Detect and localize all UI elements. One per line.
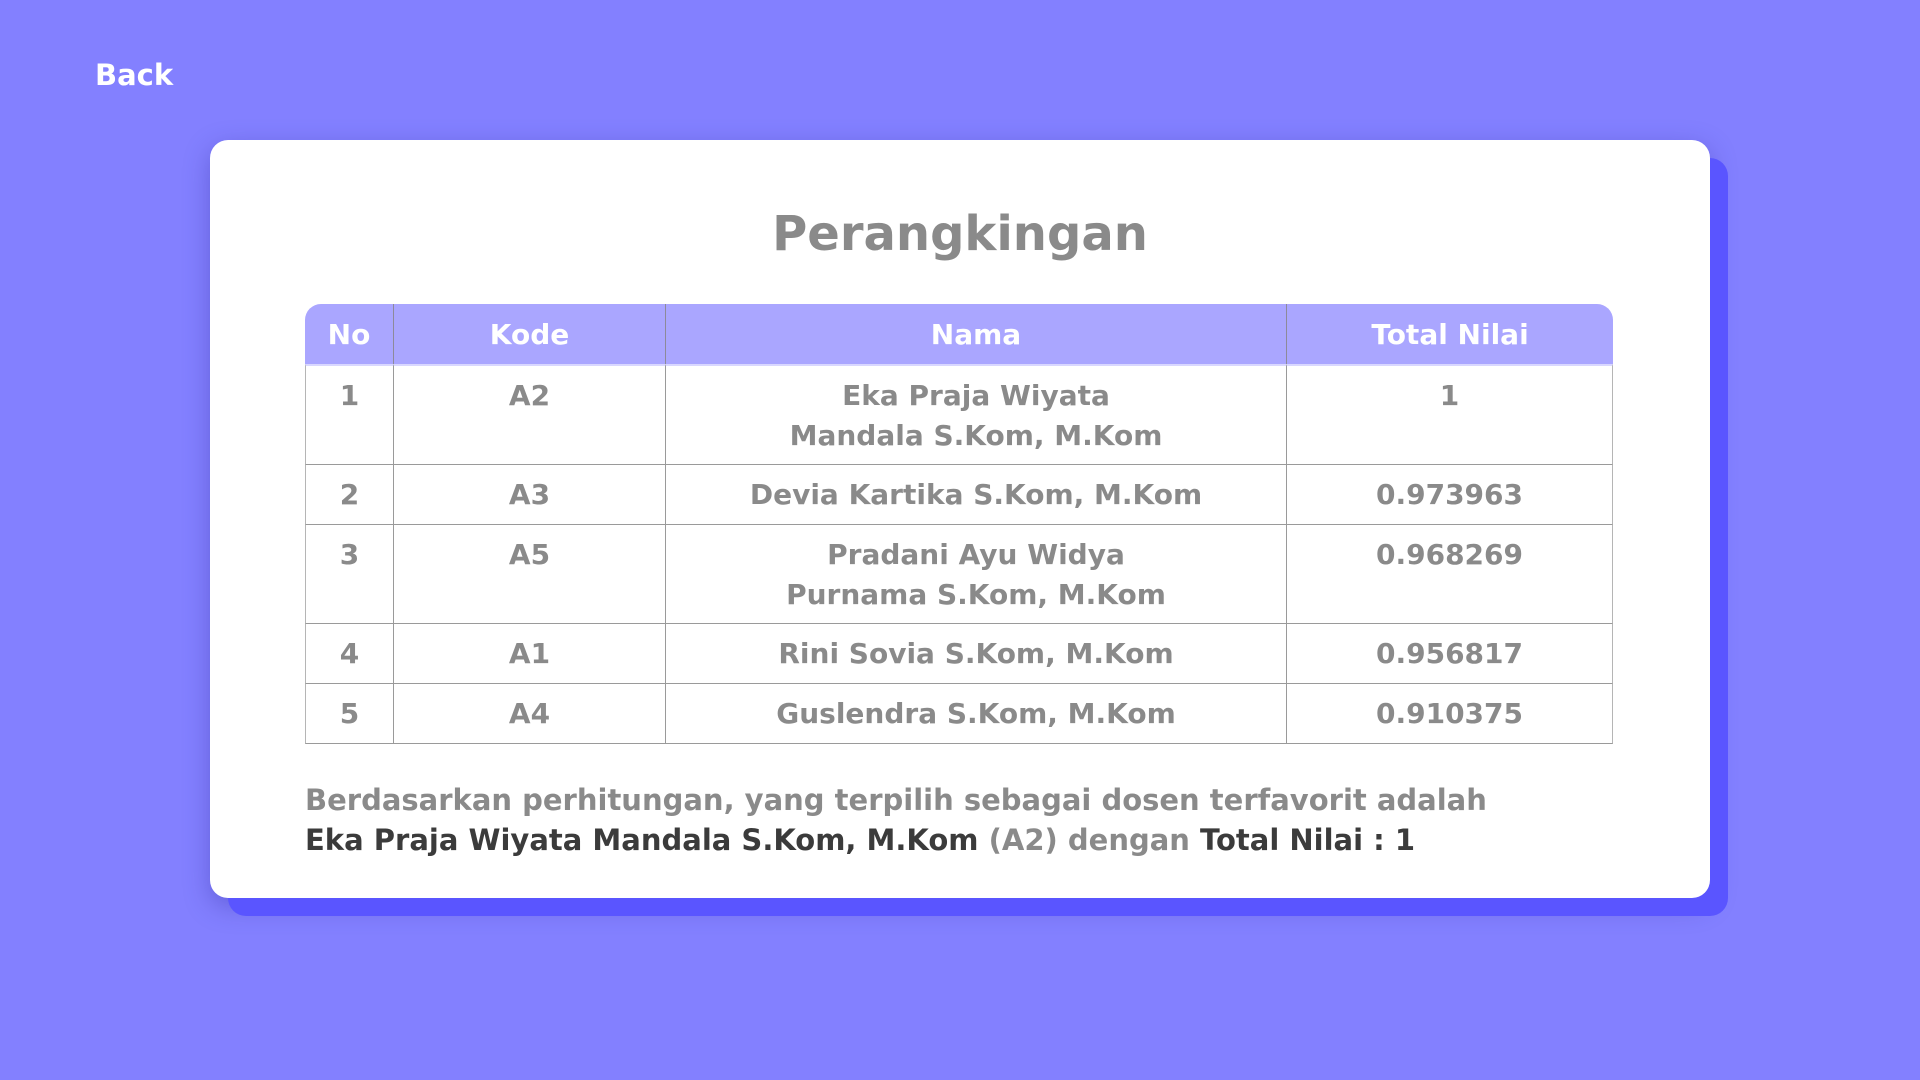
winner-code: (A2) [988,823,1058,857]
winner-total: Total Nilai : 1 [1200,823,1415,857]
cell-nama: Eka Praja Wiyata Mandala S.Kom, M.Kom [666,364,1287,465]
cell-no: 5 [305,684,394,744]
cell-kode: A5 [394,525,666,624]
cell-total: 1 [1287,364,1613,465]
summary-result [305,820,1487,860]
cell-kode: A4 [394,684,666,744]
column-header-total: Total Nilai [1287,304,1613,364]
column-header-no: No [305,304,394,364]
ranking-card [210,140,1710,898]
page-title: Perangkingan [772,206,1148,262]
table-row [305,684,1613,744]
result-summary [305,780,1487,860]
cell-total: 0.968269 [1287,525,1613,624]
cell-no: 2 [305,465,394,525]
cell-total: 0.973963 [1287,465,1613,525]
ranking-table [305,304,1613,744]
column-header-kode: Kode [394,304,666,364]
cell-nama: Pradani Ayu Widya Purnama S.Kom, M.Kom [666,525,1287,624]
cell-kode: A1 [394,624,666,684]
column-header-nama: Nama [666,304,1287,364]
cell-kode: A3 [394,465,666,525]
table-header-row [305,304,1613,364]
cell-no: 4 [305,624,394,684]
table-row [305,525,1613,624]
cell-nama: Rini Sovia S.Kom, M.Kom [666,624,1287,684]
cell-kode: A2 [394,364,666,465]
cell-total: 0.956817 [1287,624,1613,684]
cell-nama: Devia Kartika S.Kom, M.Kom [666,465,1287,525]
table-row [305,364,1613,465]
cell-nama: Guslendra S.Kom, M.Kom [666,684,1287,744]
cell-no: 3 [305,525,394,624]
back-link[interactable]: Back [95,58,174,92]
summary-intro: Berdasarkan perhitungan, yang terpilih sebagai dosen terfavorit adalah [305,783,1487,817]
table-row [305,465,1613,525]
summary-connector: dengan [1067,823,1190,857]
winner-name: Eka Praja Wiyata Mandala S.Kom, M.Kom [305,823,979,857]
cell-total: 0.910375 [1287,684,1613,744]
cell-no: 1 [305,364,394,465]
table-row [305,624,1613,684]
